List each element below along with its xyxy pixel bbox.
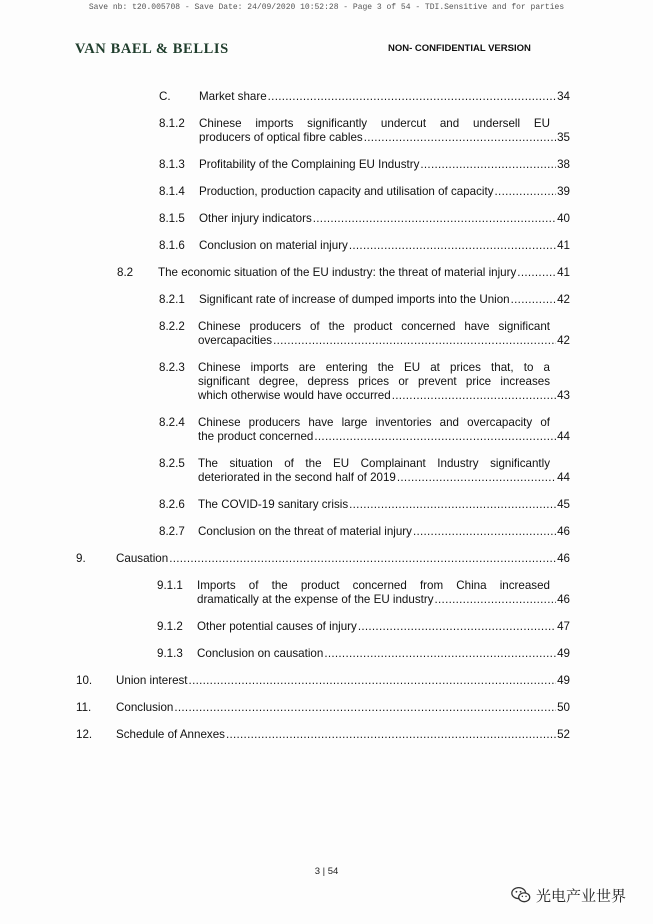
toc-entry-number: 8.1.3 [159, 158, 185, 171]
dot-leader [226, 728, 556, 742]
dot-leader [314, 430, 556, 444]
watermark-text: 光电产业世界 [536, 886, 627, 905]
toc-entry-page: 44 [557, 471, 570, 484]
toc-entry-title-line: Profitability of the Complaining EU Industry [199, 158, 420, 171]
toc-entry-number: C. [159, 90, 171, 103]
toc-entry-title-line: which otherwise would have occurred [198, 389, 391, 402]
toc-entry-title-line: Union interest [116, 674, 188, 687]
toc-entry-title-line: producers of optical fibre cables [199, 131, 363, 144]
toc-entry-title-line: significant degree, depress prices or prevent price increases [198, 375, 550, 388]
toc-entry-title-line: Production, production capacity and utilisation of capacity [199, 185, 494, 198]
dot-leader [435, 593, 557, 607]
toc-entry-page: 52 [557, 728, 570, 741]
toc-entry-number: 8.2.4 [159, 416, 185, 429]
toc-entry-number: 8.1.6 [159, 239, 185, 252]
wechat-icon [510, 884, 532, 906]
toc-entry-page: 47 [557, 620, 570, 633]
dot-leader [313, 212, 556, 226]
dot-leader [349, 239, 556, 253]
watermark [510, 884, 626, 906]
dot-leader [349, 498, 556, 512]
dot-leader [392, 389, 556, 403]
toc-entry-number: 8.2.6 [159, 498, 185, 511]
toc-entry-title-line: Other injury indicators [199, 212, 312, 225]
dot-leader [174, 701, 556, 715]
dot-leader [420, 158, 556, 172]
toc-entry-number: 9. [76, 552, 86, 565]
toc-entry-title-line: The COVID-19 sanitary crisis [198, 498, 349, 511]
dot-leader [397, 471, 556, 485]
toc-entry-number: 9.1.1 [157, 579, 183, 592]
toc-entry-page: 44 [557, 430, 570, 443]
toc-entry-title-line: Schedule of Annexes [116, 728, 225, 741]
toc-entry-page: 49 [557, 674, 570, 687]
toc-entry-title-line: Causation [116, 552, 169, 565]
toc-entry-number: 8.2.5 [159, 457, 185, 470]
toc-entry-number: 8.2.2 [159, 320, 185, 333]
toc-entry-title-line: Chinese imports are entering the EU at prices that, to a [198, 361, 550, 374]
dot-leader [273, 334, 556, 348]
toc-entry-page: 42 [557, 334, 570, 347]
toc-entry-title-line: The economic situation of the EU industry: the threat of material injury [158, 266, 517, 279]
toc-entry-title-line: Conclusion on the threat of material injury [198, 525, 412, 538]
toc-entry-number: 9.1.2 [157, 620, 183, 633]
page-number: 3 | 54 [314, 866, 339, 877]
toc-entry-page: 38 [557, 158, 570, 171]
toc-entry-number: 8.1.4 [159, 185, 185, 198]
toc-entry-title-line: Conclusion [116, 701, 174, 714]
toc-entry-title-line: Conclusion on material injury [199, 239, 348, 252]
toc-entry-page: 40 [557, 212, 570, 225]
firm-name: VAN BAEL & BELLIS [75, 41, 229, 57]
toc-entry-title-line: Chinese producers have large inventories and overcapacity of [198, 416, 550, 429]
toc-entry-page: 35 [557, 131, 570, 144]
toc-entry-number: 8.2.3 [159, 361, 185, 374]
toc-entry-page: 41 [557, 239, 570, 252]
toc-entry-page: 46 [557, 552, 570, 565]
toc-entry-number: 10. [76, 674, 93, 687]
toc-entry-page: 50 [557, 701, 570, 714]
toc-entry-page: 43 [557, 389, 570, 402]
toc-entry-number: 8.2.1 [159, 293, 185, 306]
toc-entry-title-line: The situation of the EU Complainant Industry significantly [198, 457, 550, 470]
dot-leader [413, 525, 556, 539]
toc-entry-title-line: Conclusion on causation [197, 647, 324, 660]
toc-entry-page: 49 [557, 647, 570, 660]
toc-entry-title-line: Imports of the product concerned from China increased [197, 579, 550, 592]
toc-entry-title-line: Other potential causes of injury [197, 620, 357, 633]
toc-entry-title-line: deteriorated in the second half of 2019 [198, 471, 396, 484]
toc-entry-number: 8.2 [117, 266, 134, 279]
toc-entry-page: 41 [557, 266, 570, 279]
toc-entry-number: 11. [76, 701, 92, 714]
toc-entry-title-line: Market share [199, 90, 267, 103]
toc-entry-number: 9.1.3 [157, 647, 183, 660]
toc-entry-page: 45 [557, 498, 570, 511]
toc-entry-page: 46 [557, 525, 570, 538]
dot-leader [358, 620, 556, 634]
dot-leader [364, 131, 556, 145]
dot-leader [169, 552, 556, 566]
toc-entry-number: 8.2.7 [159, 525, 185, 538]
dot-leader [189, 674, 557, 688]
toc-entry-title-line: Significant rate of increase of dumped imports into the Union [199, 293, 510, 306]
classification-label: NON- CONFIDENTIAL VERSION [388, 43, 531, 54]
dot-leader [517, 266, 556, 280]
toc-entry-title-line: Chinese producers of the product concerned have significant [198, 320, 550, 333]
dot-leader [268, 90, 556, 104]
toc-entry-title-line: Chinese imports significantly undercut and undersell EU [199, 117, 550, 130]
toc-entry-page: 34 [557, 90, 570, 103]
toc-entry-title-line: overcapacities [198, 334, 273, 347]
toc-entry-number: 8.1.2 [159, 117, 185, 130]
dot-leader [324, 647, 556, 661]
save-metadata-line: Save nb: t20.005708 - Save Date: 24/09/2020 10:52:28 - Page 3 of 54 - TDI.Sensitive and for parties [88, 3, 565, 12]
toc-entry-page: 39 [557, 185, 570, 198]
toc-entry-page: 46 [557, 593, 570, 606]
toc-entry-number: 8.1.5 [159, 212, 185, 225]
dot-leader [511, 293, 556, 307]
dot-leader [495, 185, 557, 199]
toc-entry-page: 42 [557, 293, 570, 306]
toc-entry-title-line: the product concerned [198, 430, 314, 443]
toc-entry-number: 12. [76, 728, 93, 741]
toc-entry-title-line: dramatically at the expense of the EU industry [197, 593, 434, 606]
